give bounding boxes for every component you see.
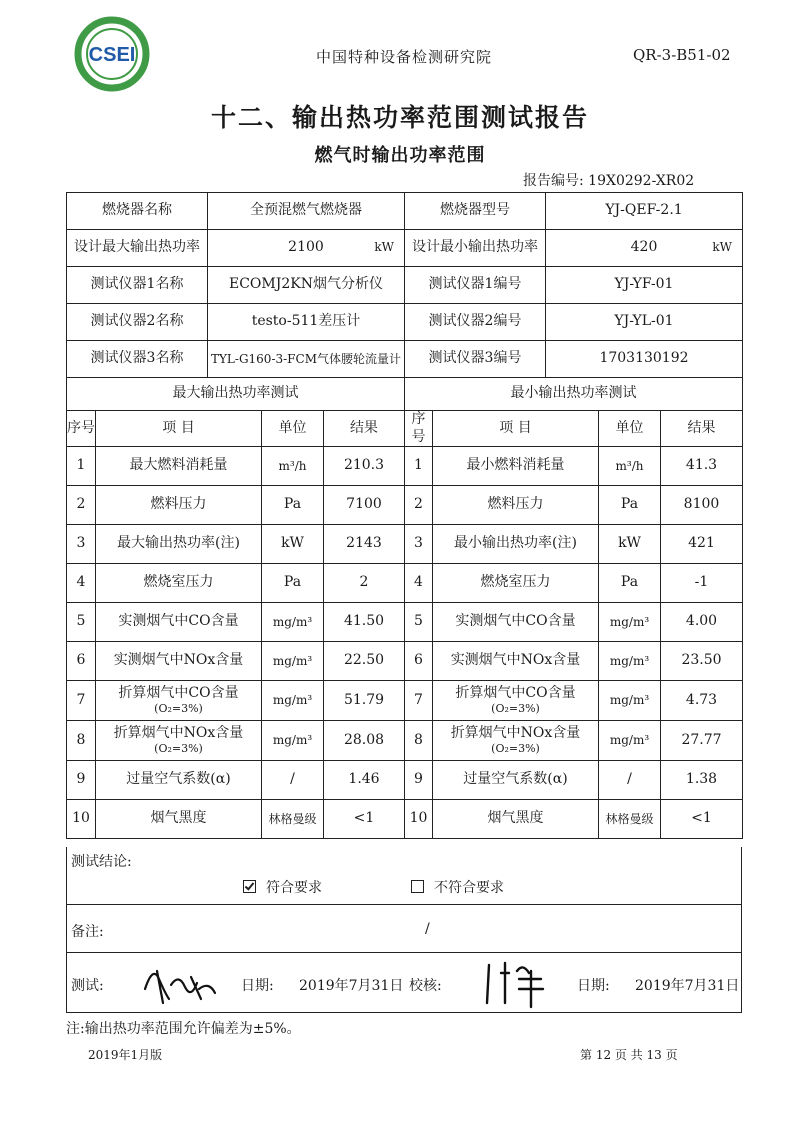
report-title: 十二、输出热功率范围测试报告 xyxy=(210,103,589,132)
result: 4.00 xyxy=(661,603,743,642)
item-name: 燃料压力 xyxy=(487,496,544,513)
option-pass-label: 符合要求 xyxy=(266,880,322,896)
info-label: 设计最小输出热功率 xyxy=(405,230,546,267)
item-cell xyxy=(433,642,599,681)
item-cell xyxy=(96,800,262,839)
checkbox-pass[interactable] xyxy=(243,880,256,893)
col-no: 序号 xyxy=(67,411,96,447)
checker-label: 校核: xyxy=(409,978,442,994)
info-unit: kW xyxy=(712,240,732,254)
unit: mg/m³ xyxy=(599,642,661,681)
table-row xyxy=(67,681,743,721)
unit: mg/m³ xyxy=(599,603,661,642)
result: -1 xyxy=(661,564,743,603)
csei-logo xyxy=(72,14,152,94)
report-number-label: 报告编号: xyxy=(523,173,584,189)
col-no: 序号 xyxy=(405,411,433,447)
item-cell xyxy=(433,721,599,761)
row-no: 4 xyxy=(67,564,96,603)
item-name: 最大输出热功率(注) xyxy=(117,535,240,552)
item-name: 燃料压力 xyxy=(150,496,207,513)
item-cell xyxy=(433,761,599,800)
unit: mg/m³ xyxy=(262,681,324,721)
option-fail xyxy=(411,877,504,897)
info-row xyxy=(67,193,743,230)
page-number: 第 12 页 共 13 页 xyxy=(580,1048,678,1062)
info-unit: kW xyxy=(374,240,394,254)
info-value-cell xyxy=(546,230,743,267)
result: 41.3 xyxy=(661,447,743,486)
column-header-row xyxy=(67,411,743,447)
item-name: 折算烟气中CO含量 xyxy=(118,684,239,701)
result: 210.3 xyxy=(324,447,405,486)
unit: / xyxy=(262,761,324,800)
item-cell xyxy=(96,642,262,681)
info-label: 设计最大输出热功率 xyxy=(67,230,208,267)
row-no: 7 xyxy=(67,681,96,721)
col-result: 结果 xyxy=(324,411,405,447)
item-name: 最小输出热功率(注) xyxy=(454,535,577,552)
result: 1.46 xyxy=(324,761,405,800)
item-name: 过量空气系数(α) xyxy=(463,771,568,788)
remarks-value: / xyxy=(425,921,430,937)
tester-label: 测试: xyxy=(71,978,104,994)
item-cell xyxy=(96,486,262,525)
result: 2143 xyxy=(324,525,405,564)
unit: mg/m³ xyxy=(599,681,661,721)
footnote: 注:输出热功率范围允许偏差为±5%。 xyxy=(66,1021,301,1037)
info-value: TYL-G160-3-FCM气体腰轮流量计 xyxy=(208,341,405,378)
row-no: 7 xyxy=(405,681,433,721)
table-row xyxy=(67,447,743,486)
section-header-row xyxy=(67,378,743,411)
info-label: 测试仪器3编号 xyxy=(405,341,546,378)
result: 23.50 xyxy=(661,642,743,681)
item-condition: (O₂=3%) xyxy=(154,742,203,756)
item-cell xyxy=(96,447,262,486)
info-row xyxy=(67,230,743,267)
row-no: 6 xyxy=(405,642,433,681)
info-value: YJ-YF-01 xyxy=(546,267,743,304)
item-cell xyxy=(433,447,599,486)
info-value: YJ-YL-01 xyxy=(546,304,743,341)
info-table xyxy=(66,192,743,378)
item-name: 折算烟气中CO含量 xyxy=(455,684,576,701)
table-row xyxy=(67,721,743,761)
unit: Pa xyxy=(262,486,324,525)
row-no: 1 xyxy=(405,447,433,486)
result: 8100 xyxy=(661,486,743,525)
info-value: 1703130192 xyxy=(546,341,743,378)
item-name: 实测烟气中NOx含量 xyxy=(450,652,581,669)
table-row xyxy=(67,800,743,839)
info-row xyxy=(67,267,743,304)
info-row xyxy=(67,341,743,378)
table-row xyxy=(67,603,743,642)
result: 2 xyxy=(324,564,405,603)
item-condition: (O₂=3%) xyxy=(491,702,540,716)
info-label: 测试仪器2名称 xyxy=(67,304,208,341)
col-unit: 单位 xyxy=(599,411,661,447)
info-value: testo-511差压计 xyxy=(208,304,405,341)
row-no: 5 xyxy=(67,603,96,642)
unit: mg/m³ xyxy=(262,603,324,642)
item-cell xyxy=(96,603,262,642)
report-number-value: 19X0292-XR02 xyxy=(588,173,695,189)
conclusion-label: 测试结论: xyxy=(71,854,132,870)
unit: 林格曼级 xyxy=(262,800,324,839)
result: 27.77 xyxy=(661,721,743,761)
row-no: 10 xyxy=(67,800,96,839)
unit: Pa xyxy=(599,486,661,525)
item-cell xyxy=(433,800,599,839)
item-cell xyxy=(96,564,262,603)
row-no: 9 xyxy=(67,761,96,800)
unit: Pa xyxy=(599,564,661,603)
table-row xyxy=(67,564,743,603)
col-result: 结果 xyxy=(661,411,743,447)
result: <1 xyxy=(324,800,405,839)
unit: Pa xyxy=(262,564,324,603)
row-no: 8 xyxy=(67,721,96,761)
option-pass xyxy=(243,877,322,897)
result: 421 xyxy=(661,525,743,564)
result: 28.08 xyxy=(324,721,405,761)
result: 4.73 xyxy=(661,681,743,721)
item-condition: (O₂=3%) xyxy=(154,702,203,716)
item-cell xyxy=(433,681,599,721)
info-label: 燃烧器名称 xyxy=(67,193,208,230)
unit: 林格曼级 xyxy=(599,800,661,839)
conclusion-section xyxy=(66,847,742,905)
max-section-title: 最大输出热功率测试 xyxy=(67,378,405,411)
info-value: YJ-QEF-2.1 xyxy=(546,193,743,230)
tester-signature xyxy=(139,959,219,1007)
organization-name: 中国特种设备检测研究院 xyxy=(316,48,493,66)
row-no: 1 xyxy=(67,447,96,486)
info-value: ECOMJ2KN烟气分析仪 xyxy=(208,267,405,304)
edition: 2019年1月版 xyxy=(88,1048,163,1062)
remarks-section xyxy=(66,905,742,953)
row-no: 3 xyxy=(67,525,96,564)
item-cell xyxy=(433,564,599,603)
checkbox-fail[interactable] xyxy=(411,880,424,893)
unit: mg/m³ xyxy=(599,721,661,761)
item-name: 过量空气系数(α) xyxy=(126,771,231,788)
signoff-section xyxy=(66,953,742,1013)
table-row xyxy=(67,525,743,564)
item-cell xyxy=(96,721,262,761)
item-name: 烟气黑度 xyxy=(150,810,207,827)
item-name: 燃烧室压力 xyxy=(143,574,214,591)
item-condition: (O₂=3%) xyxy=(491,742,540,756)
result: <1 xyxy=(661,800,743,839)
info-label: 燃烧器型号 xyxy=(405,193,546,230)
info-value: 420 xyxy=(630,239,658,256)
table-row xyxy=(67,761,743,800)
table-row xyxy=(67,642,743,681)
result: 22.50 xyxy=(324,642,405,681)
result: 1.38 xyxy=(661,761,743,800)
row-no: 8 xyxy=(405,721,433,761)
row-no: 4 xyxy=(405,564,433,603)
row-no: 9 xyxy=(405,761,433,800)
result: 41.50 xyxy=(324,603,405,642)
check-date: 2019年7月31日 xyxy=(635,978,740,994)
info-label: 测试仪器3名称 xyxy=(67,341,208,378)
date-label-2: 日期: xyxy=(577,978,610,994)
info-label: 测试仪器1名称 xyxy=(67,267,208,304)
unit: mg/m³ xyxy=(262,721,324,761)
info-value-cell xyxy=(208,230,405,267)
item-cell xyxy=(96,681,262,721)
result: 51.79 xyxy=(324,681,405,721)
info-label: 测试仪器1编号 xyxy=(405,267,546,304)
item-cell xyxy=(433,603,599,642)
col-item: 项 目 xyxy=(96,411,262,447)
test-date: 2019年7月31日 xyxy=(299,978,404,994)
item-name: 最大燃料消耗量 xyxy=(129,457,228,474)
report-subtitle: 燃气时输出功率范围 xyxy=(314,145,486,166)
remarks-label: 备注: xyxy=(71,924,104,940)
unit: / xyxy=(599,761,661,800)
row-no: 10 xyxy=(405,800,433,839)
item-name: 最小燃料消耗量 xyxy=(466,457,565,474)
item-name: 燃烧室压力 xyxy=(480,574,551,591)
form-code: QR-3-B51-02 xyxy=(633,46,731,64)
item-name: 实测烟气中CO含量 xyxy=(118,613,239,630)
col-item: 项 目 xyxy=(433,411,599,447)
min-section-title: 最小输出热功率测试 xyxy=(405,378,743,411)
info-row xyxy=(67,304,743,341)
unit: m³/h xyxy=(262,447,324,486)
item-name: 实测烟气中CO含量 xyxy=(455,613,576,630)
result: 7100 xyxy=(324,486,405,525)
row-no: 3 xyxy=(405,525,433,564)
item-name: 实测烟气中NOx含量 xyxy=(113,652,244,669)
unit: kW xyxy=(599,525,661,564)
col-unit: 单位 xyxy=(262,411,324,447)
unit: m³/h xyxy=(599,447,661,486)
option-fail-label: 不符合要求 xyxy=(434,880,504,896)
item-cell xyxy=(433,486,599,525)
date-label-1: 日期: xyxy=(241,978,274,994)
logo-text: CSEI xyxy=(88,44,136,66)
item-name: 折算烟气中NOx含量 xyxy=(450,724,581,741)
info-value: 全预混燃气燃烧器 xyxy=(208,193,405,230)
row-no: 2 xyxy=(67,486,96,525)
row-no: 2 xyxy=(405,486,433,525)
test-results-table xyxy=(66,377,743,839)
row-no: 5 xyxy=(405,603,433,642)
checker-signature xyxy=(479,959,555,1009)
info-value: 2100 xyxy=(288,239,324,256)
row-no: 6 xyxy=(67,642,96,681)
report-number xyxy=(523,170,694,190)
unit: kW xyxy=(262,525,324,564)
info-label: 测试仪器2编号 xyxy=(405,304,546,341)
table-row xyxy=(67,486,743,525)
item-cell xyxy=(433,525,599,564)
unit: mg/m³ xyxy=(262,642,324,681)
item-cell xyxy=(96,761,262,800)
item-cell xyxy=(96,525,262,564)
item-name: 折算烟气中NOx含量 xyxy=(113,724,244,741)
item-name: 烟气黑度 xyxy=(487,810,544,827)
